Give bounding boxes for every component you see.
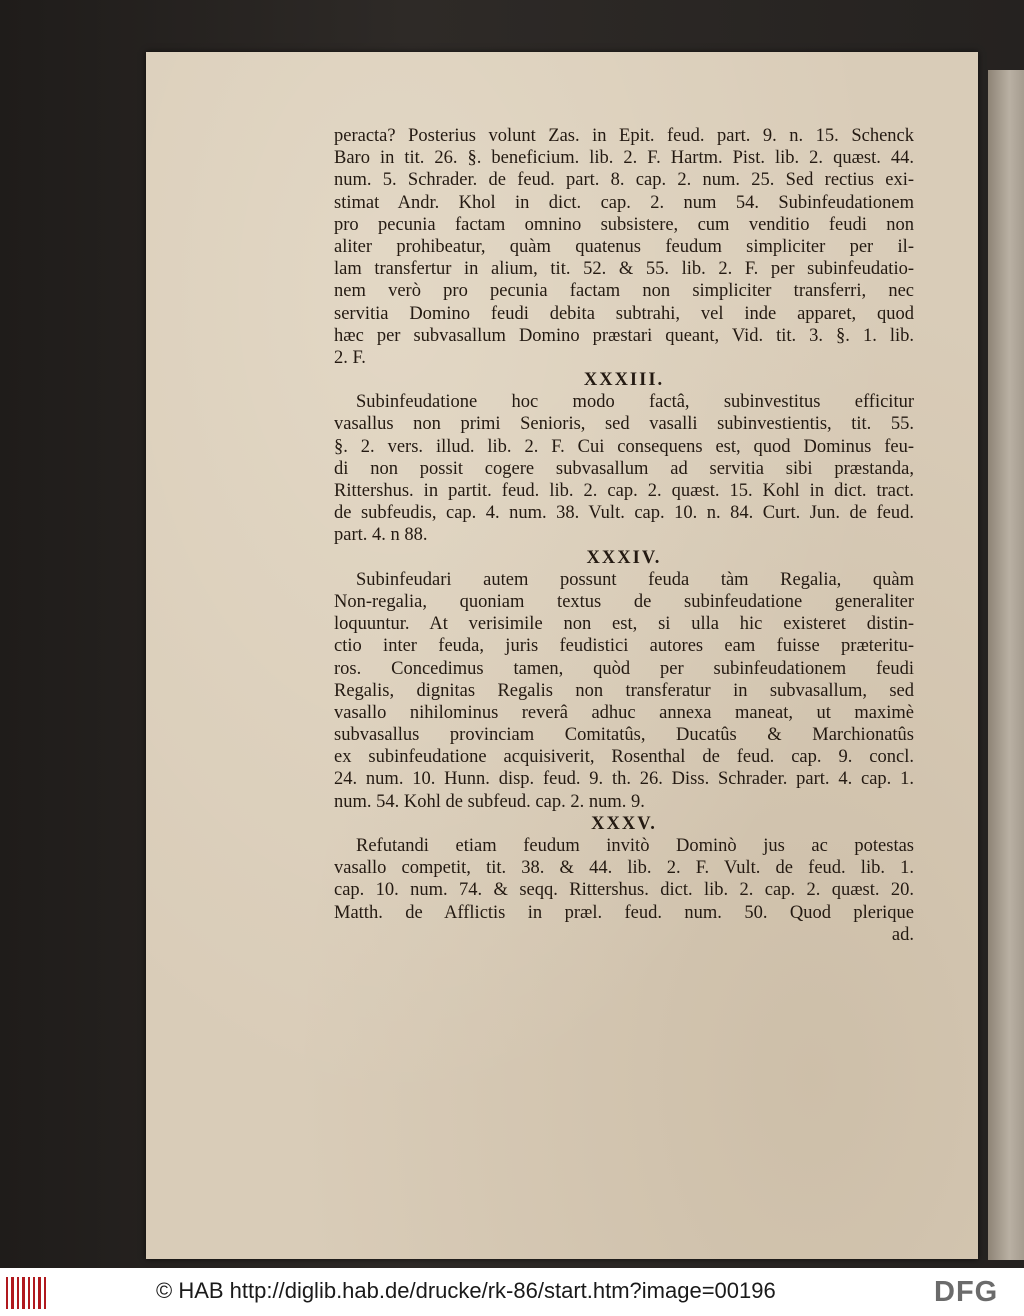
text-line: num. 54. Kohl de subfeud. cap. 2. num. 9. [334,791,645,812]
section-heading: XXXIV. [586,547,662,568]
text-line: Regalis, dignitas Regalis non transferatur in subvasallum, sed [334,680,914,701]
text-line: 2. F. [334,347,366,368]
text-line: de subfeudis, cap. 4. num. 38. Vult. cap. 10. n. 84. Curt. Jun. de feud. [334,503,914,524]
text-line: Subinfeudari autem possunt feuda tàm Regalia, quàm [356,569,914,590]
text-line: 24. num. 10. Hunn. disp. feud. 9. th. 26. Diss. Schrader. part. 4. cap. 1. [334,769,914,790]
footer-bar [0,1268,1024,1316]
text-line: subvasallus provinciam Comitatûs, Ducatûs & Marchionatûs [334,725,914,746]
text-line: ex subinfeudatione acquisiverit, Rosenthal de feud. cap. 9. concl. [334,747,914,768]
text-line: pro pecunia factam omnino subsistere, cum venditio feudi non [334,214,914,235]
copyright-link[interactable]: © HAB http://diglib.hab.de/drucke/rk-86/start.htm?image=00196 [156,1278,776,1303]
text-line: Refutandi etiam feudum invitò Dominò jus ac potestas [356,836,914,856]
text-line: di non possit cogere subvasallum ad servitia sibi præstanda, [334,458,914,479]
text-line: stimat Andr. Khol in dict. cap. 2. num 54. Subinfeudationem [334,192,914,213]
text-line: servitia Domino feudi debita subtrahi, vel inde apparet, quod [334,303,914,324]
text-line: Rittershus. in partit. feud. lib. 2. cap. 2. quæst. 15. Kohl in dict. tract. [334,481,914,501]
text-line: vasallo nihilominus reverâ adhuc annexa maneat, ut maximè [334,702,914,723]
catchword: ad. [891,924,914,945]
text-line: ctio inter feuda, juris feudistici autores eam fuisse præteritu- [334,636,914,657]
text-line: aliter prohibeatur, quàm quatenus feudum simpliciter per il- [334,236,914,257]
section-heading: XXXIII. [583,370,665,391]
text-line: Baro in tit. 26. §. beneficium. lib. 2. F. Hartm. Pist. lib. 2. quæst. 44. [334,148,914,169]
text-line: Matth. de Afflictis in præl. feud. num. 50. Quod plerique [334,902,914,923]
text-line: Non-regalia, quoniam textus de subinfeudatione generaliter [334,591,914,612]
hab-logo-icon [6,1277,46,1309]
text-line: ros. Concedimus tamen, quòd per subinfeudationem feudi [334,658,914,679]
adjacent-page-edge [988,70,1024,1260]
section-heading: XXXV. [591,813,657,834]
text-line: cap. 10. num. 74. & seqq. Rittershus. dict. lib. 2. cap. 2. quæst. 20. [334,880,914,901]
text-line: hæc per subvasallum Domino præstari queant, Vid. tit. 3. §. 1. lib. [334,325,914,346]
text-line: vasallo competit, tit. 38. & 44. lib. 2. F. Vult. de feud. lib. 1. [334,858,914,879]
dfg-logo: DFG [934,1276,999,1308]
text-line: loquuntur. At verisimile non est, si ulla hic existeret distin- [334,614,914,635]
text-line: peracta? Posterius volunt Zas. in Epit. feud. part. 9. n. 15. Schenck [334,126,914,146]
page-text [334,125,914,946]
text-line: nem verò pro pecunia factam non simpliciter transferri, nec [334,281,914,302]
text-line: vasallus non primi Senioris, sed vasalli subinvestientis, tit. 55. [334,414,914,435]
text-line: Subinfeudatione hoc modo factâ, subinvestitus efficitur [356,392,914,413]
text-line: part. 4. n 88. [334,525,428,546]
text-line: §. 2. vers. illud. lib. 2. F. Cui consequens est, quod Dominus feu- [334,436,914,457]
text-line: num. 5. Schrader. de feud. part. 8. cap. 2. num. 25. Sed rectius exi- [334,170,914,191]
text-line: lam transfertur in alium, tit. 52. & 55. lib. 2. F. per subinfeudatio- [334,259,914,280]
